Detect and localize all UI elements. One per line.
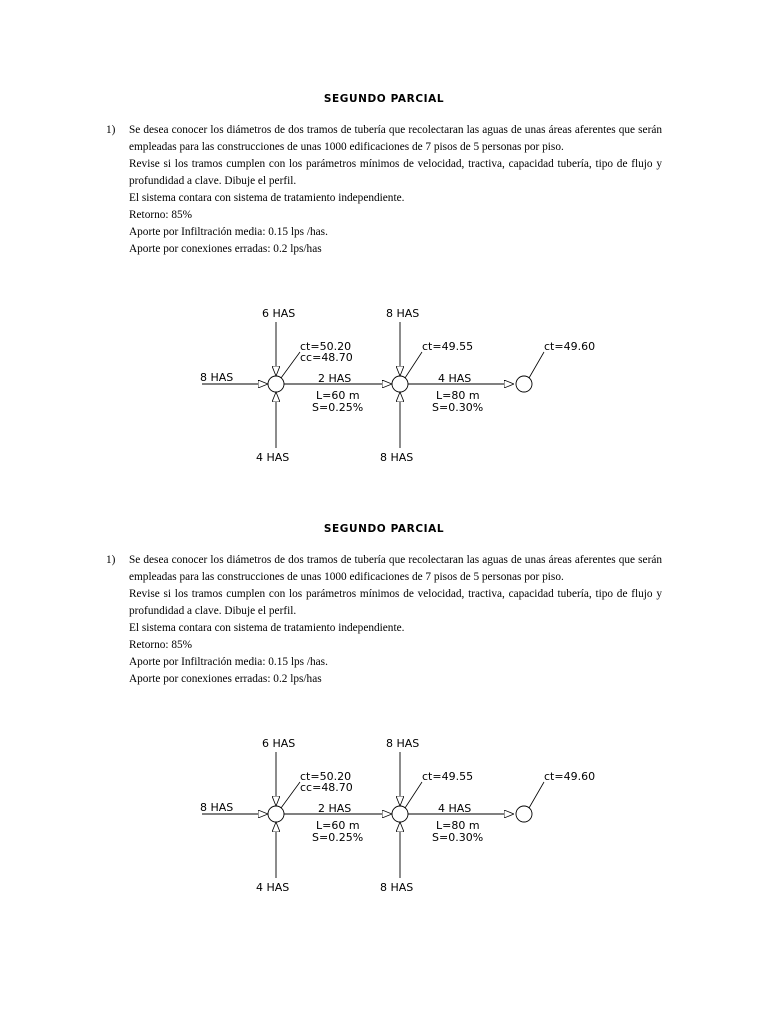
pipe1-area-label: 2 HAS (318, 802, 352, 815)
problem-number: 1) (106, 554, 116, 566)
node2-top-area-label: 8 HAS (386, 307, 420, 320)
leader-line-node1 (281, 352, 300, 378)
page-title: SEGUNDO PARCIAL (323, 523, 445, 535)
problem-paragraph-1: Se desea conocer los diámetros de dos tramos de tubería que recolectaran las aguas de unas áreas aferentes que serán empleadas para las construcciones de unas 1000 edificaciones de 7 pisos de 5 personas por piso. (129, 554, 662, 583)
pipe1-slope-label: S=0.25% (312, 401, 364, 414)
sewer-network-diagram (190, 298, 610, 478)
problem-statement (106, 122, 662, 258)
problem-paragraph-1: Se desea conocer los diámetros de dos tramos de tubería que recolectaran las aguas de unas áreas aferentes que serán empleadas para las construcciones de unas 1000 edificaciones de 7 pisos de 5 personas por piso. (129, 124, 662, 153)
pipe1-length-label: L=60 m (316, 819, 360, 832)
sewer-network-svg (190, 298, 610, 478)
return-line: Retorno: 85% (129, 639, 193, 651)
problem-number: 1) (106, 124, 116, 136)
node1-ct-label: ct=50.20 (300, 770, 352, 783)
manhole-node-2 (392, 806, 408, 822)
node1-ct-label: ct=50.20 (300, 340, 352, 353)
system-line: El sistema contara con sistema de tratamiento independiente. (129, 192, 405, 204)
leader-line-node1 (281, 782, 300, 808)
sewer-network-diagram (190, 728, 610, 908)
pipe2-length-label: L=80 m (436, 389, 480, 402)
node1-left-area-label: 8 HAS (200, 801, 234, 814)
pipe2-slope-label: S=0.30% (432, 831, 484, 844)
node2-ct-label: ct=49.55 (422, 770, 474, 783)
pipe1-slope-label: S=0.25% (312, 831, 364, 844)
wrong-connections-line: Aporte por conexiones erradas: 0.2 lps/has (129, 673, 322, 685)
node2-ct-label: ct=49.55 (422, 340, 474, 353)
manhole-node-3 (516, 806, 532, 822)
leader-line-node3 (529, 352, 544, 378)
pipe1-length-label: L=60 m (316, 389, 360, 402)
node2-bottom-area-label: 8 HAS (380, 881, 414, 894)
page-title: SEGUNDO PARCIAL (323, 93, 445, 105)
node1-top-area-label: 6 HAS (262, 307, 296, 320)
manhole-node-1 (268, 806, 284, 822)
sewer-network-svg (190, 728, 610, 908)
node3-ct-label: ct=49.60 (544, 770, 596, 783)
leader-line-node3 (529, 782, 544, 808)
manhole-node-2 (392, 376, 408, 392)
node1-cc-label: cc=48.70 (300, 781, 353, 794)
node1-left-area-label: 8 HAS (200, 371, 234, 384)
infiltration-line: Aporte por Infiltración media: 0.15 lps /has. (129, 226, 328, 238)
return-line: Retorno: 85% (129, 209, 193, 221)
manhole-node-1 (268, 376, 284, 392)
problem-statement (106, 552, 662, 688)
node3-ct-label: ct=49.60 (544, 340, 596, 353)
system-line: El sistema contara con sistema de tratamiento independiente. (129, 622, 405, 634)
problem-paragraph-2: Revise si los tramos cumplen con los parámetros mínimos de velocidad, tractiva, capacidad tubería, tipo de flujo y profundidad a clave. Dibuje el perfil. (129, 588, 662, 617)
node2-top-area-label: 8 HAS (386, 737, 420, 750)
pipe1-area-label: 2 HAS (318, 372, 352, 385)
manhole-node-3 (516, 376, 532, 392)
wrong-connections-line: Aporte por conexiones erradas: 0.2 lps/has (129, 243, 322, 255)
node1-bottom-area-label: 4 HAS (256, 451, 290, 464)
pipe2-length-label: L=80 m (436, 819, 480, 832)
leader-line-node2 (405, 782, 422, 808)
node1-cc-label: cc=48.70 (300, 351, 353, 364)
pipe2-area-label: 4 HAS (438, 372, 472, 385)
pipe2-area-label: 4 HAS (438, 802, 472, 815)
node1-top-area-label: 6 HAS (262, 737, 296, 750)
problem-paragraph-2: Revise si los tramos cumplen con los parámetros mínimos de velocidad, tractiva, capacidad tubería, tipo de flujo y profundidad a clave. Dibuje el perfil. (129, 158, 662, 187)
infiltration-line: Aporte por Infiltración media: 0.15 lps /has. (129, 656, 328, 668)
leader-line-node2 (405, 352, 422, 378)
pipe2-slope-label: S=0.30% (432, 401, 484, 414)
node2-bottom-area-label: 8 HAS (380, 451, 414, 464)
node1-bottom-area-label: 4 HAS (256, 881, 290, 894)
